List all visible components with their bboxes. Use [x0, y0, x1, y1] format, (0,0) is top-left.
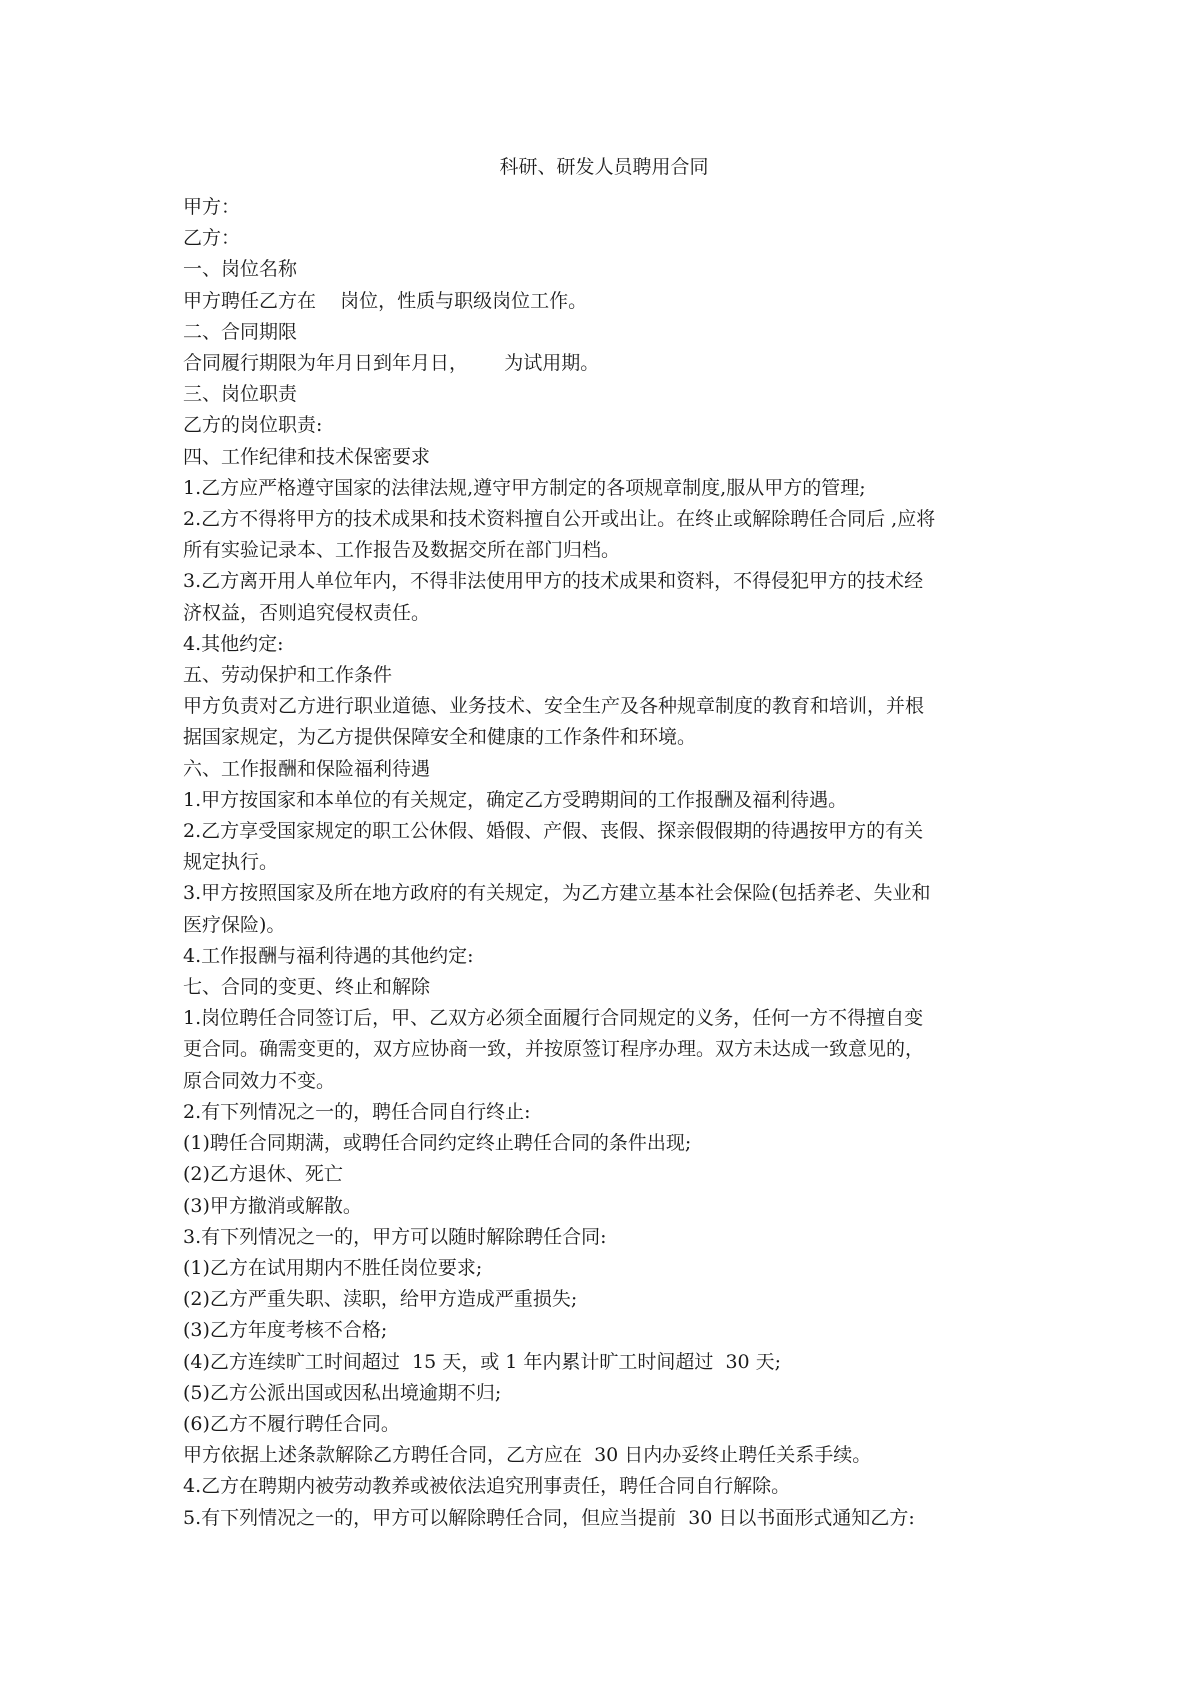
document-line: 六、工作报酬和保险福利待遇	[183, 757, 431, 780]
document-line: 甲方负责对乙方进行职业道德、业务技术、安全生产及各种规章制度的教育和培训，并根	[183, 695, 925, 718]
document-line: 合同履行期限为年月日到年月日， 为试用期。	[183, 352, 600, 375]
document-line: 4.其他约定:	[183, 632, 284, 655]
document-line: 所有实验记录本、工作报告及数据交所在部门归档。	[183, 539, 621, 562]
document-line: 2.乙方享受国家规定的职工公休假、婚假、产假、丧假、探亲假假期的待遇按甲方的有关	[183, 820, 924, 843]
document-line: 1.甲方按国家和本单位的有关规定，确定乙方受聘期间的工作报酬及福利待遇。	[183, 788, 848, 811]
document-line: 更合同。确需变更的，双方应协商一致，并按原签订程序办理。双方未达成一致意见的，	[183, 1038, 925, 1061]
document-line: (1)聘任合同期满，或聘任合同约定终止聘任合同的条件出现;	[183, 1132, 692, 1155]
document-line: 3.有下列情况之一的，甲方可以随时解除聘任合同:	[183, 1225, 607, 1248]
document-line: (4)乙方连续旷工时间超过 15 天，或 1 年内累计旷工时间超过 30 天;	[183, 1350, 782, 1373]
document-line: 4.乙方在聘期内被劳动教养或被依法追究刑事责任，聘任合同自行解除。	[183, 1475, 791, 1498]
document-line: (3)乙方年度考核不合格;	[183, 1319, 388, 1342]
document-line: 2.有下列情况之一的，聘任合同自行终止:	[183, 1100, 531, 1123]
document-lines	[183, 192, 1025, 1534]
document-line: 乙方：	[183, 227, 241, 250]
document-line: 1.岗位聘任合同签订后，甲、乙双方必须全面履行合同规定的义务，任何一方不得擅自变	[183, 1007, 924, 1030]
document-line: 2.乙方不得将甲方的技术成果和技术资料擅自公开或出让。在终止或解除聘任合同后 ,应将	[183, 508, 936, 531]
document-line: 规定执行。	[183, 851, 279, 874]
document-line: 原合同效力不变。	[183, 1069, 336, 1092]
document-line: 1.乙方应严格遵守国家的法律法规,遵守甲方制定的各项规章制度,服从甲方的管理;	[183, 476, 866, 499]
document-line: 五、劳动保护和工作条件	[183, 664, 393, 687]
document-line: 甲方：	[183, 196, 241, 218]
document-line: 据国家规定，为乙方提供保障安全和健康的工作条件和环境。	[183, 726, 697, 749]
document-line: 二、合同期限	[183, 320, 298, 343]
document-line: 3.乙方离开用人单位年内，不得非法使用甲方的技术成果和资料，不得侵犯甲方的技术经	[183, 570, 924, 593]
document-line: 4.工作报酬与福利待遇的其他约定:	[183, 944, 474, 967]
document-line: 甲方依据上述条款解除乙方聘任合同，乙方应在 30 日内办妥终止聘任关系手续。	[183, 1444, 872, 1467]
document-line: (2)乙方严重失职、渎职，给甲方造成严重损失;	[183, 1288, 578, 1311]
document-line: 5.有下列情况之一的，甲方可以解除聘任合同，但应当提前 30 日以书面形式通知乙方:	[183, 1506, 915, 1529]
document-line: (1)乙方在试用期内不胜任岗位要求;	[183, 1256, 483, 1279]
document-line: 四、工作纪律和技术保密要求	[183, 445, 431, 468]
document-line: 乙方的岗位职责:	[183, 414, 323, 437]
document-line: 甲方聘任乙方在 岗位，性质与职级岗位工作。	[183, 289, 588, 312]
document-line: (2)乙方退休、死亡	[183, 1163, 343, 1186]
document-line: 医疗保险)。	[183, 913, 286, 936]
document-line: (3)甲方撤消或解散。	[183, 1194, 362, 1217]
document-title: 科研、研发人员聘用合同	[499, 156, 709, 178]
document-line: 一、岗位名称	[183, 258, 298, 281]
document-line: (6)乙方不履行聘任合同。	[183, 1412, 400, 1435]
document-line: 三、岗位职责	[183, 383, 298, 406]
document-line: 济权益，否则追究侵权责任。	[183, 601, 431, 624]
document-body	[183, 152, 1025, 1534]
document-line: (5)乙方公派出国或因私出境逾期不归;	[183, 1381, 502, 1404]
document-line: 3.甲方按照国家及所在地方政府的有关规定，为乙方建立基本社会保险(包括养老、失业和	[183, 882, 931, 905]
document-line: 七、合同的变更、终止和解除	[183, 976, 431, 999]
